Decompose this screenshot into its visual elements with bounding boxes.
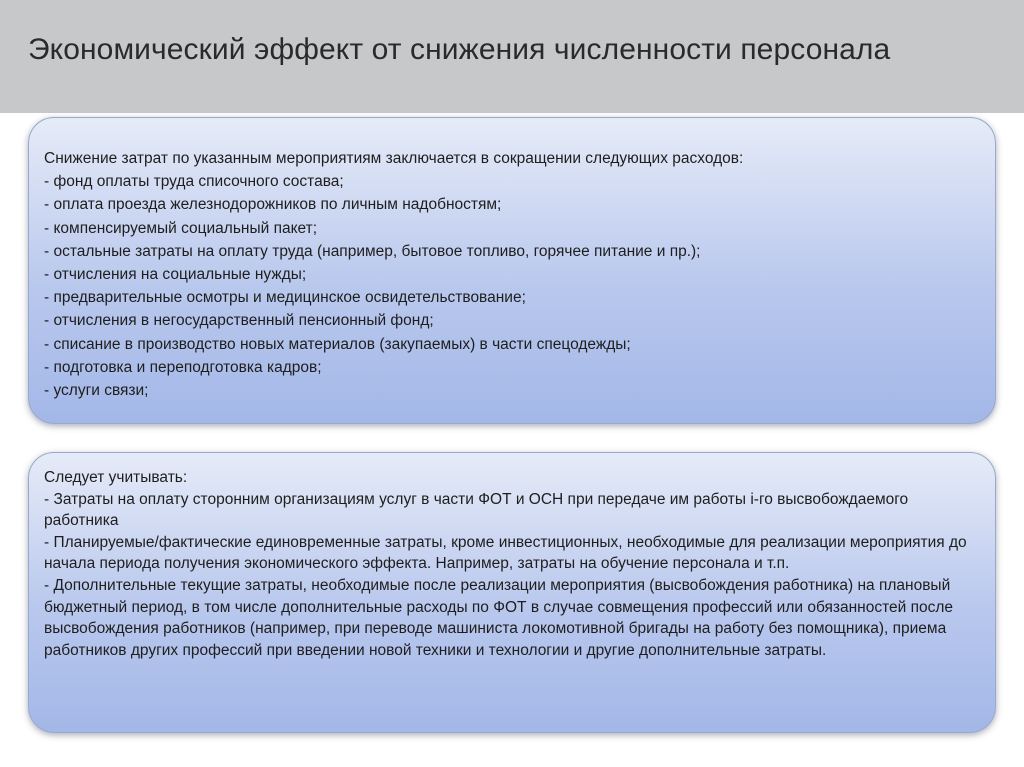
- expense-item: - подготовка и переподготовка кадров;: [44, 358, 322, 376]
- expenses-intro: Снижение затрат по указанным мероприятиям заключается в сокращении следующих расходов:: [44, 150, 744, 167]
- expense-item: - услуги связи;: [44, 382, 149, 400]
- expense-item: - остальные затраты на оплату труда (например, бытовое топливо, горячее питание и пр.);: [44, 242, 701, 260]
- slide-title: Экономический эффект от снижения численности персонала: [28, 33, 891, 66]
- expenses-text: [44, 147, 984, 402]
- considerations-intro: Следует учитывать:: [44, 469, 188, 486]
- considerations-panel: [28, 452, 996, 733]
- consideration-item: - Планируемые/фактические единовременные затраты, кроме инвестиционных, необходимые для реализации мероприятия до начала периода получения экономического эффекта. Например, затраты на обучение персонала и т.п.: [44, 533, 967, 573]
- consideration-item: - Затраты на оплату сторонним организациям услуг в части ФОТ и ОСН при передаче им работы i-го высвобождаемого работника: [44, 490, 909, 530]
- consideration-item: - Дополнительные текущие затраты, необходимые после реализации мероприятия (высвобождения работника) на плановый бюджетный период, в том числе дополнительные расходы по ФОТ в случае совмещения профессий или обязанностей после высвобождения работников (например, при переводе машиниста локомотивной бригады на работу без помощника), приема работников других профессий при введении новой техники и технологии и другие дополнительные затраты.: [44, 576, 954, 659]
- expense-item: - оплата проезда железнодорожников по личным надобностям;: [44, 196, 502, 214]
- expense-item: - отчисления в негосударственный пенсионный фонд;: [44, 312, 434, 330]
- expense-item: - списание в производство новых материалов (закупаемых) в части спецодежды;: [44, 335, 631, 353]
- expense-item: - фонд оплаты труда списочного состава;: [44, 173, 344, 191]
- expense-item: - предварительные осмотры и медицинское освидетельствование;: [44, 289, 526, 307]
- expenses-panel: [28, 117, 996, 424]
- considerations-text: [44, 467, 979, 661]
- expense-item: - отчисления на социальные нужды;: [44, 266, 307, 284]
- title-bar: [0, 0, 1024, 113]
- expense-item: - компенсируемый социальный пакет;: [44, 219, 318, 237]
